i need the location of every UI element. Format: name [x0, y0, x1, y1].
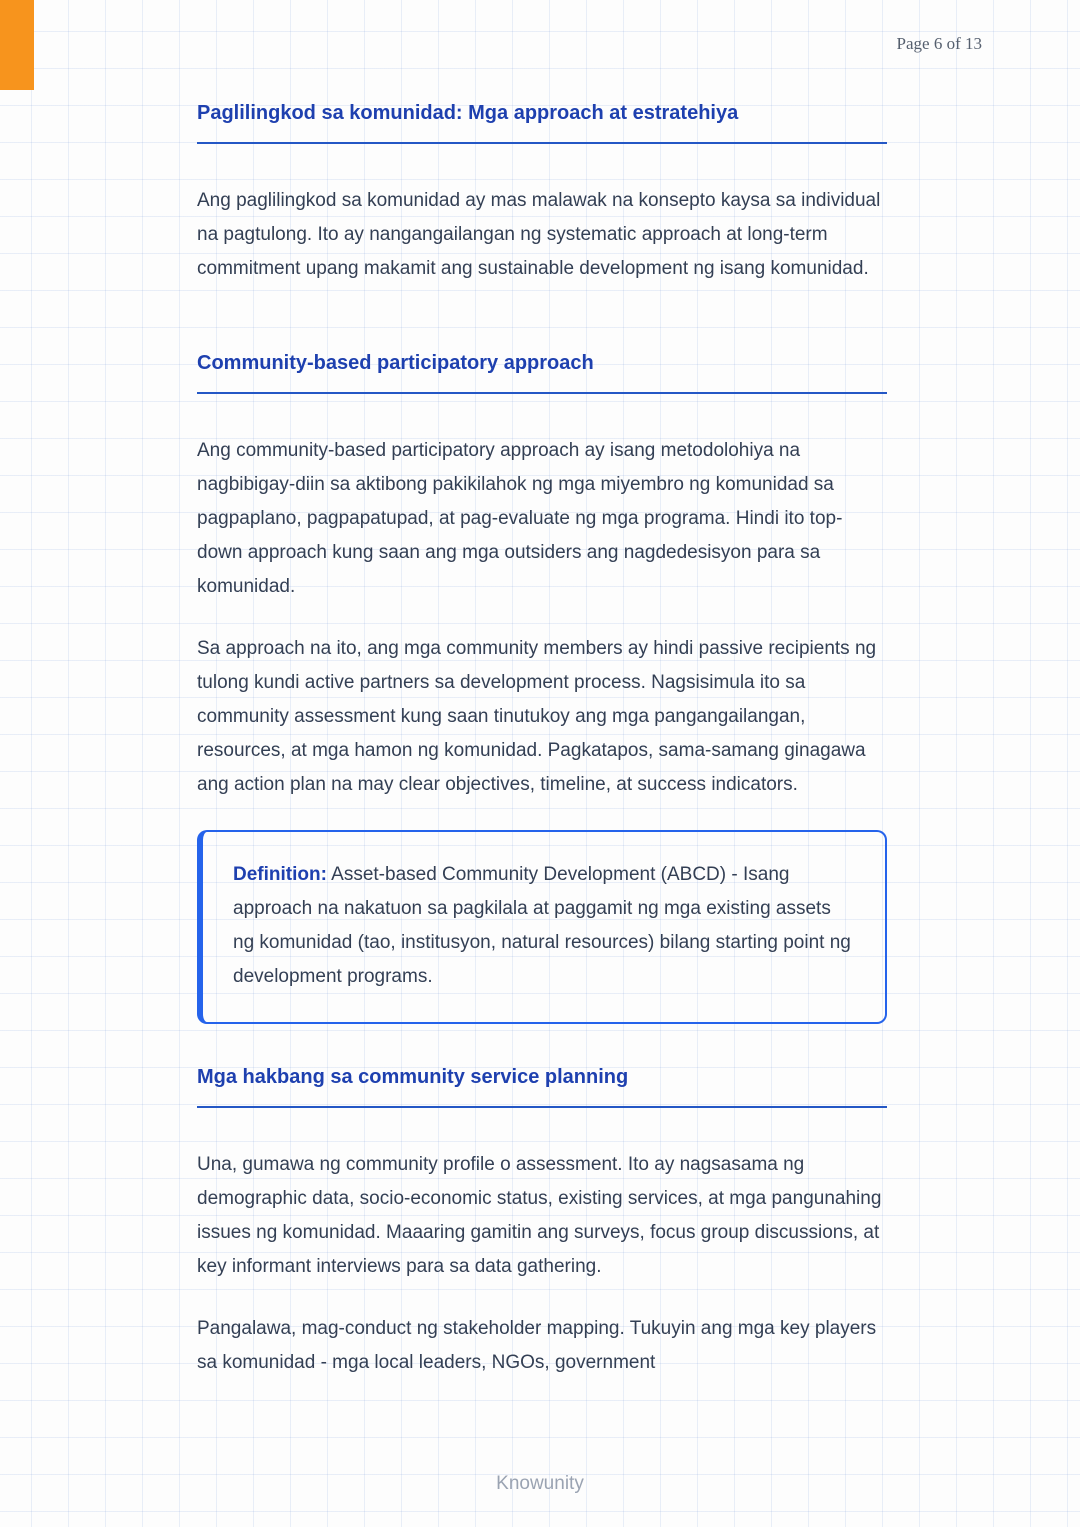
page-number: Page 6 of 13	[896, 34, 982, 53]
spacer	[197, 314, 887, 350]
spacer	[197, 394, 887, 434]
section-heading-participatory: Community-based participatory approach	[197, 350, 887, 394]
paragraph-intro: Ang paglilingkod sa komunidad ay mas malawak na konsepto kaysa sa individual na pagtulong. Ito ay nangangailangan ng systematic approach at long-term commitment upang makamit ang sustainable development ng isang komunidad.	[197, 190, 881, 279]
spacer	[197, 1108, 887, 1148]
paragraph-planning-2: Pangalawa, mag-conduct ng stakeholder mapping. Tukuyin ang mga key players sa komunidad - mga local leaders, NGOs, government	[197, 1318, 877, 1373]
spacer	[197, 144, 887, 184]
section-heading-planning: Mga hakbang sa community service planning	[197, 1064, 887, 1108]
paragraph-planning-1: Una, gumawa ng community profile o assessment. Ito ay nagsasama ng demographic data, socio-economic status, existing services, at mga pangunahing issues ng komunidad. Maaaring gamitin ang surveys, focus group discussions, at key informant interviews para sa data gathering.	[197, 1154, 882, 1277]
definition-label: Definition:	[233, 864, 327, 885]
definition-text: Asset-based Community Development (ABCD) - Isang approach na nakatuon sa pagkilala at paggamit ng mga existing assets ng komunidad (tao, institusyon, natural resources) bilang starting point ng development programs.	[233, 864, 851, 987]
section-heading-main: Paglilingkod sa komunidad: Mga approach at estratehiya	[197, 100, 887, 144]
paragraph-participatory-1: Ang community-based participatory approach ay isang metodolohiya na nagbibigay-diin sa aktibong pakikilahok ng mga miyembro ng komunidad sa pagpaplano, pagpapatupad, at pag-evaluate ng mga programa. Hindi ito top-down approach kung saan ang mga outsiders ang nagdedesisyon para sa komunidad.	[197, 440, 843, 597]
document-content	[197, 100, 887, 1380]
footer-brand: Knowunity	[496, 1473, 584, 1494]
paragraph-participatory-2: Sa approach na ito, ang mga community members ay hindi passive recipients ng tulong kundi active partners sa development process. Nagsisimula ito sa community assessment kung saan tinutukoy ang mga pangangailangan, resources, at mga hamon ng komunidad. Pagkatapos, sama-samang ginagawa ang action plan na may clear objectives, timeline, at success indicators.	[197, 638, 877, 795]
definition-callout	[197, 830, 887, 1024]
left-accent-ribbon	[0, 0, 34, 90]
